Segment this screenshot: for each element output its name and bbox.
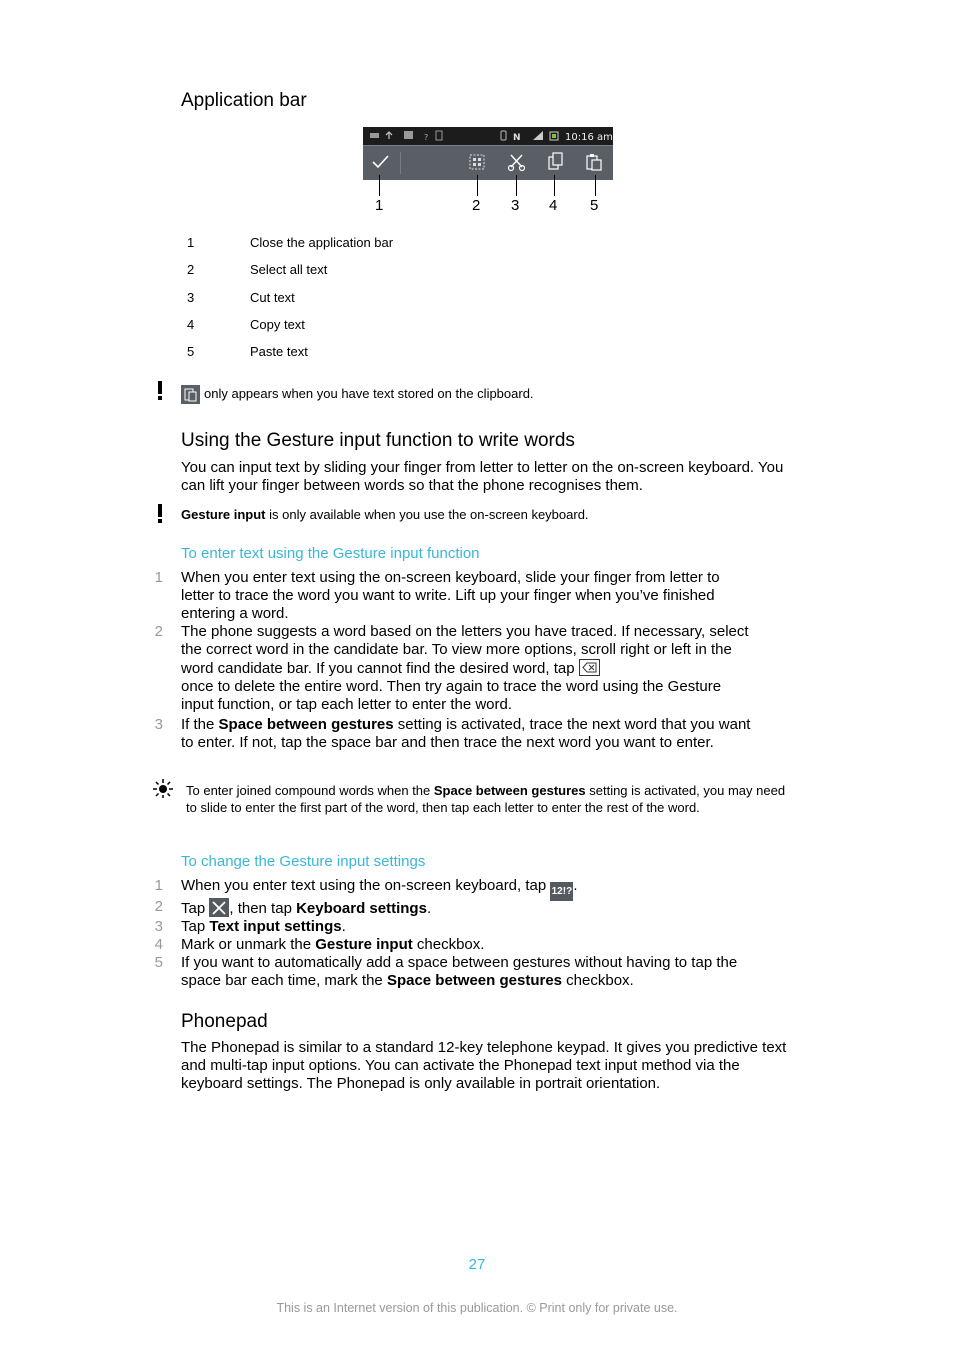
step-number: 5 bbox=[154, 954, 163, 971]
symbols-key-icon: 12!? bbox=[550, 882, 573, 901]
step-text: Tap , then tap Keyboard settings. bbox=[181, 900, 432, 917]
legend-number: 1 bbox=[187, 235, 195, 250]
procedure-title-change-settings: To change the Gesture input settings bbox=[181, 853, 426, 870]
paste-icon bbox=[181, 385, 200, 404]
callout-3: 3 bbox=[511, 197, 520, 214]
step-number: 3 bbox=[154, 918, 163, 935]
callout-1: 1 bbox=[375, 197, 384, 214]
legend-number: 2 bbox=[187, 262, 195, 277]
step-number: 2 bbox=[154, 623, 163, 640]
step-text: When you enter text using the on-screen keyboard, slide your finger from letter to letter to trace the word you want to write. Lift up your finger when you’ve finished entering a word. bbox=[181, 569, 720, 622]
legend-number: 5 bbox=[187, 344, 195, 359]
gesture-availability-note: Gesture input is only available when you use the on-screen keyboard. bbox=[181, 507, 589, 522]
gesture-intro-paragraph: You can input text by sliding your finger from letter to letter on the on-screen keyboard. You can lift your finger between words so that the phone recognises them. bbox=[181, 459, 784, 494]
legend-text: Paste text bbox=[250, 344, 308, 359]
step-text: Tap Text input settings. bbox=[181, 918, 346, 935]
section-heading-application-bar: Application bar bbox=[181, 90, 307, 111]
step-text: If the Space between gestures setting is activated, trace the next word that you want to enter. If not, tap the space bar and then trace the next word you want to enter. bbox=[181, 716, 751, 751]
step-number: 1 bbox=[154, 569, 163, 586]
legend-text: Close the application bar bbox=[250, 235, 394, 250]
tools-icon bbox=[209, 898, 229, 917]
step-text: Mark or unmark the Gesture input checkbox. bbox=[181, 936, 485, 953]
exclamation-note-icon bbox=[156, 381, 164, 401]
phonepad-paragraph: The Phonepad is similar to a standard 12-key telephone keypad. It gives you predictive text and multi-tap input options. You can activate the Phonepad text input method via the keyboard settings. The Phonepad is only available in portrait orientation. bbox=[181, 1039, 787, 1092]
backspace-icon bbox=[579, 659, 600, 676]
legend-text: Copy text bbox=[250, 317, 305, 332]
exclamation-note-icon bbox=[156, 504, 164, 524]
section-heading-gesture-input: Using the Gesture input function to write words bbox=[181, 430, 575, 451]
legend-number: 3 bbox=[187, 290, 195, 305]
step-text: When you enter text using the on-screen keyboard, tap 12!?. bbox=[181, 877, 781, 901]
lightbulb-tip-icon bbox=[152, 779, 174, 799]
clipboard-note: only appears when you have text stored on the clipboard. bbox=[204, 386, 534, 401]
step-number: 2 bbox=[154, 898, 163, 915]
callout-5: 5 bbox=[590, 197, 599, 214]
callout-4: 4 bbox=[549, 197, 558, 214]
step-number: 4 bbox=[154, 936, 163, 953]
footer-notice: This is an Internet version of this publication. © Print only for private use. bbox=[276, 1301, 678, 1315]
step-number: 3 bbox=[154, 716, 163, 733]
status-time: 10:16 am bbox=[565, 132, 613, 143]
procedure-title-enter-text: To enter text using the Gesture input function bbox=[181, 545, 480, 562]
step-text: If you want to automatically add a space between gestures without having to tap the space bar each time, mark the Space between gestures checkbox. bbox=[181, 954, 738, 989]
application-bar-screenshot bbox=[363, 127, 613, 180]
compound-words-tip: To enter joined compound words when the Space between gestures setting is activated, you may need to slide to enter the first part of the word, then tap each letter to enter the rest of the word. bbox=[186, 783, 786, 815]
svg-text:?: ? bbox=[424, 133, 429, 142]
step-text: The phone suggests a word based on the letters you have traced. If necessary, select the correct word in the candidate bar. To view more options, scroll right or left in the word candidate bar. If you cannot find the desired word, tap once to delete the entire word. Then try again to trace the word using the Gesture input function, or tap each letter to enter the word. bbox=[181, 623, 749, 713]
callout-lines bbox=[363, 175, 613, 200]
callout-2: 2 bbox=[472, 197, 481, 214]
step-number: 1 bbox=[154, 877, 163, 894]
svg-text:N: N bbox=[513, 133, 521, 143]
legend-text: Select all text bbox=[250, 262, 328, 277]
section-heading-phonepad: Phonepad bbox=[181, 1011, 268, 1032]
legend-number: 4 bbox=[187, 317, 195, 332]
legend-text: Cut text bbox=[250, 290, 295, 305]
page-number: 27 bbox=[468, 1256, 486, 1273]
